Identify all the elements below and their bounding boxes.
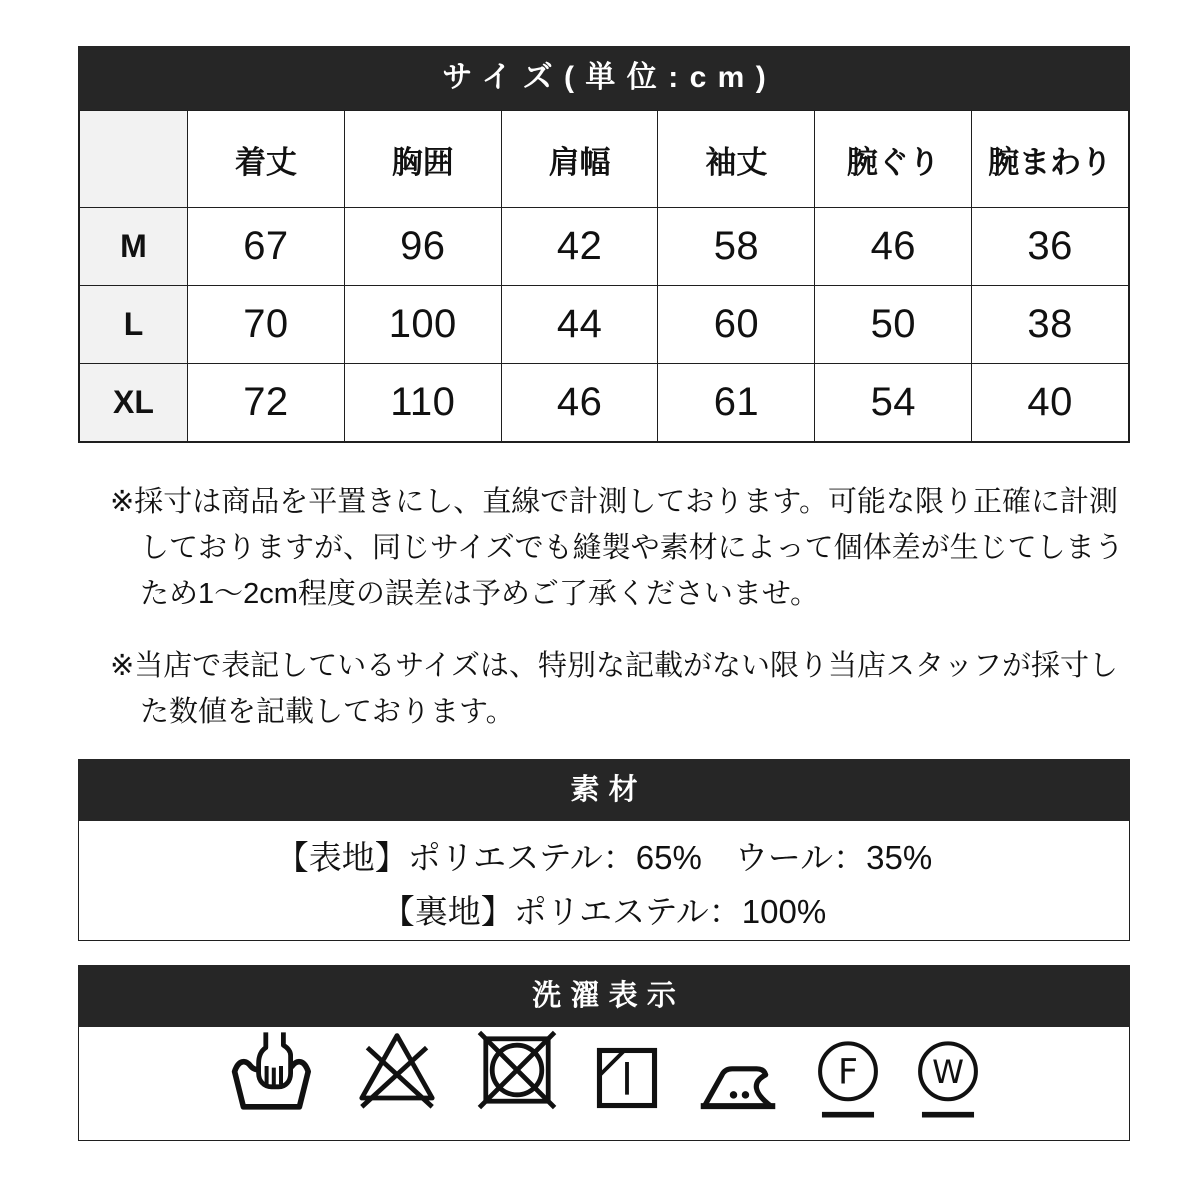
size-value-cell: 100 [344, 286, 501, 364]
size-column-header: 着丈 [188, 111, 345, 208]
staff-measured-note: ※当店で表記しているサイズは、特別な記載がない限り当店スタッフが採寸した数値を記載しております。 [110, 650, 1118, 728]
material-outer-fabric: 【表地】ポリエステル：65% ウール：35% [275, 839, 933, 876]
size-table-box [78, 110, 1130, 443]
size-value-cell: 46 [815, 208, 972, 286]
hand-wash-icon [229, 1030, 317, 1110]
material-section [78, 759, 1130, 941]
size-column-header: 腕まわり [972, 111, 1129, 208]
size-row-label: M [80, 208, 188, 286]
size-value-cell: 67 [188, 208, 345, 286]
size-value-cell: 96 [344, 208, 501, 286]
size-table-row [80, 208, 1129, 286]
iron-two-dots-icon [697, 1050, 779, 1110]
size-value-cell: 60 [658, 286, 815, 364]
material-title: 素材 [78, 759, 1130, 821]
size-value-cell: 36 [972, 208, 1129, 286]
size-table [79, 110, 1129, 442]
size-column-header: 袖丈 [658, 111, 815, 208]
no-tumble-dry-icon [477, 1030, 557, 1110]
size-table-corner-cell [80, 111, 188, 208]
material-body [78, 821, 1130, 941]
size-value-cell: 38 [972, 286, 1129, 364]
size-row-label: L [80, 286, 188, 364]
size-value-cell: 54 [815, 364, 972, 442]
size-value-cell: 110 [344, 364, 501, 442]
size-value-cell: 40 [972, 364, 1129, 442]
size-value-cell: 70 [188, 286, 345, 364]
size-value-cell: 72 [188, 364, 345, 442]
shade-line-dry-icon [595, 1046, 659, 1110]
dry-clean-f-letter: F [838, 1052, 858, 1093]
size-value-cell: 46 [501, 364, 658, 442]
size-chart-section [78, 46, 1130, 443]
size-guide-sheet [78, 0, 1130, 1141]
wet-clean-w-letter: W [932, 1053, 964, 1092]
size-table-row [80, 364, 1129, 442]
wet-clean-w-icon [917, 1040, 979, 1120]
care-symbols-row [78, 1027, 1130, 1141]
size-value-cell: 44 [501, 286, 658, 364]
size-value-cell: 61 [658, 364, 815, 442]
measurement-note: ※採寸は商品を平置きにし、直線で計測しております。可能な限り正確に計測しておりますが、同じサイズでも縫製や素材によって個体差が生じてしまうため1〜2cm程度の誤差は予めご了承くださいませ。 [110, 486, 1124, 610]
size-column-header: 胸囲 [344, 111, 501, 208]
no-bleach-icon [355, 1030, 439, 1110]
size-table-header-row [80, 111, 1129, 208]
care-section [78, 965, 1130, 1141]
size-value-cell: 42 [501, 208, 658, 286]
size-value-cell: 50 [815, 286, 972, 364]
material-lining-fabric: 【裏地】ポリエステル：100% [381, 893, 827, 930]
size-value-cell: 58 [658, 208, 815, 286]
size-chart-title: サイズ(単位:cm) [78, 46, 1130, 110]
size-row-label: XL [80, 364, 188, 442]
care-title: 洗濯表示 [78, 965, 1130, 1027]
size-column-header: 肩幅 [501, 111, 658, 208]
notes-block [78, 479, 1130, 735]
dry-clean-f-icon [817, 1040, 879, 1120]
size-table-row [80, 286, 1129, 364]
size-column-header: 腕ぐり [815, 111, 972, 208]
